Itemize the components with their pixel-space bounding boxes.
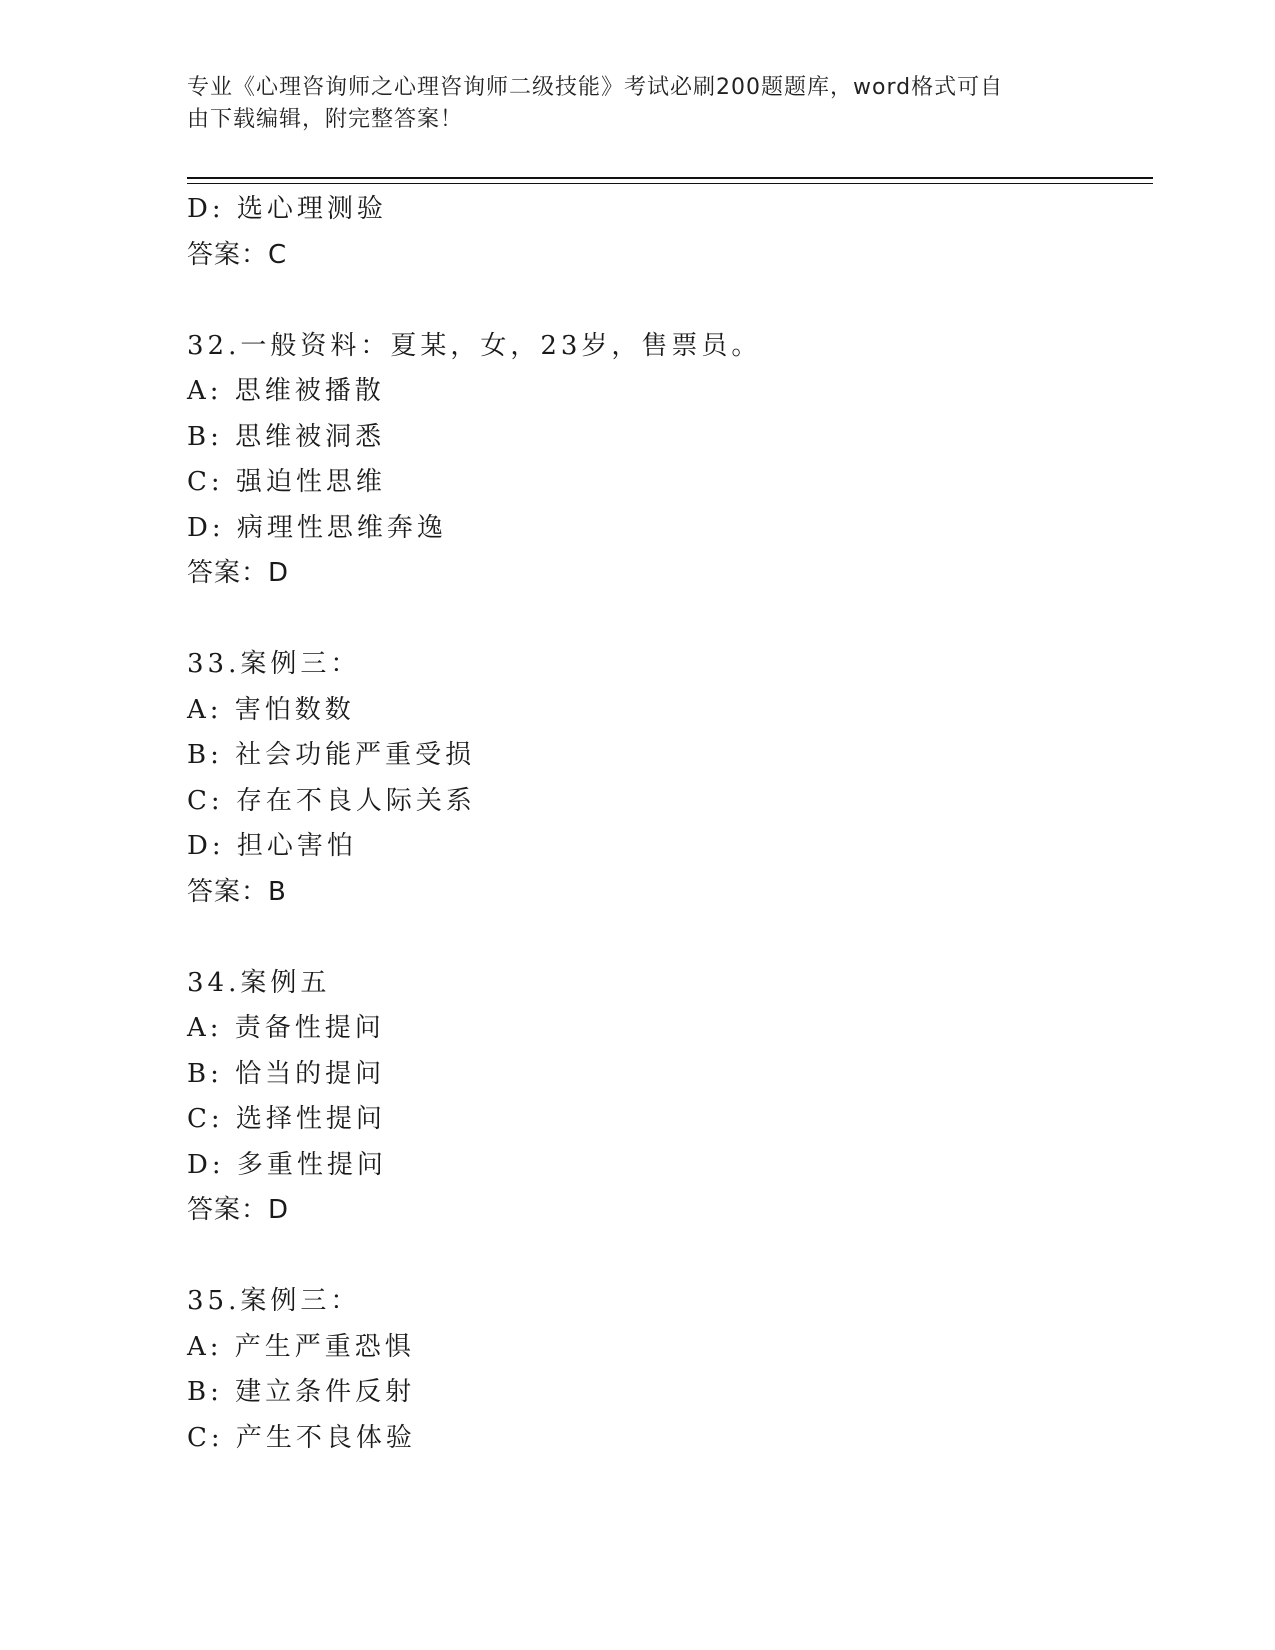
question-title: 32.一般资料：夏某，女，23岁，售票员。 — [187, 330, 762, 361]
option-a: A: 产生严重恐惧 — [187, 1331, 415, 1362]
option-c: C: 产生不良体验 — [187, 1422, 416, 1453]
option-b: B: 思维被洞悉 — [187, 421, 386, 452]
option-d: D: 病理性思维奔逸 — [187, 512, 447, 543]
spacer — [187, 1234, 1153, 1280]
header-line-1: 专业《心理咨询师之心理咨询师二级技能》考试必刷200题题库，word格式可自 — [187, 75, 1004, 100]
answer-line: 答案：B — [187, 876, 287, 907]
document-header — [187, 72, 1067, 136]
question-block-31 — [187, 187, 1153, 278]
option-d: D: 多重性提问 — [187, 1149, 387, 1180]
question-title: 35.案例三： — [187, 1286, 361, 1316]
question-block-32 — [187, 324, 1153, 597]
header-line-2: 由下载编辑，附完整答案！ — [187, 107, 464, 132]
option-a: A: 害怕数数 — [187, 694, 355, 725]
answer-line: 答案：D — [187, 558, 290, 588]
header-divider-thin — [187, 183, 1153, 184]
option-d: D: 选心理测验 — [187, 194, 387, 224]
spacer — [187, 915, 1153, 961]
option-a: A: 思维被播散 — [187, 376, 385, 406]
question-block-34 — [187, 961, 1153, 1234]
spacer — [187, 278, 1153, 324]
option-c: C: 强迫性思维 — [187, 467, 386, 497]
option-b: B: 建立条件反射 — [187, 1377, 416, 1407]
option-c: C: 存在不良人际关系 — [187, 785, 476, 816]
question-list — [187, 187, 1153, 1461]
option-a: A: 责备性提问 — [187, 1013, 385, 1043]
spacer — [187, 597, 1153, 643]
question-title: 33.案例三： — [187, 649, 361, 679]
question-block-35 — [187, 1279, 1153, 1461]
header-divider-thick — [187, 177, 1153, 179]
answer-line: 答案：C — [187, 239, 288, 270]
option-c: C: 选择性提问 — [187, 1104, 386, 1134]
option-b: B: 社会功能严重受损 — [187, 740, 476, 770]
option-d: D: 担心害怕 — [187, 831, 357, 861]
question-block-33 — [187, 642, 1153, 915]
answer-line: 答案：D — [187, 1195, 290, 1225]
question-title: 34.案例五 — [187, 967, 331, 998]
option-b: B: 恰当的提问 — [187, 1058, 386, 1089]
